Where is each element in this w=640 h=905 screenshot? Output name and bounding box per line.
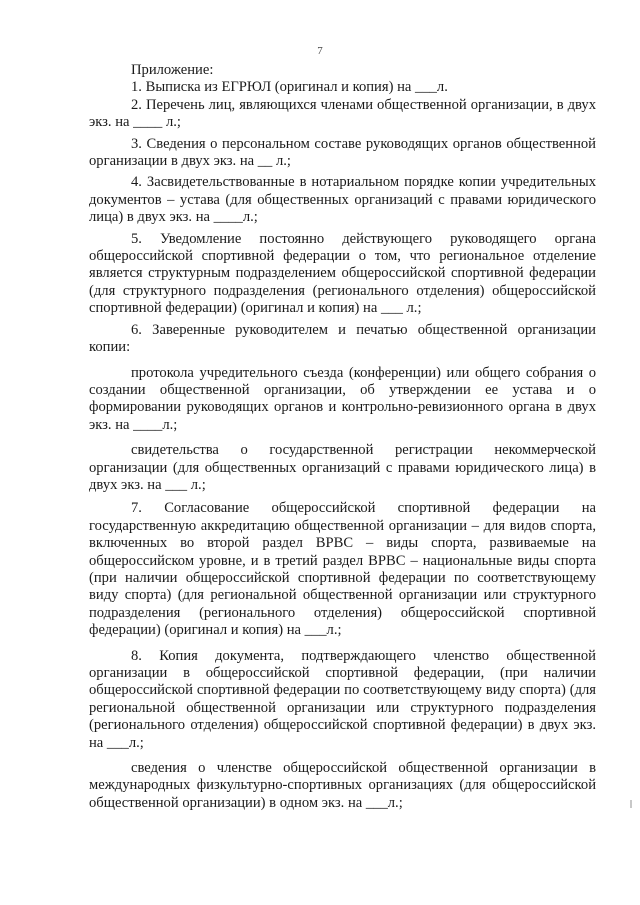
item-3-governing-bodies-info: 3. Сведения о персональном составе руководящих органов общественной организации в двух экз. на __ л.; (89, 135, 596, 170)
item-4-notarized-charter-copies: 4. Засвидетельствованные в нотариальном порядке копии учредительных документов – устава (для общественных организаций с правами юридического лица) в двух экз. на ____л.; (89, 174, 596, 226)
page-number: 7 (317, 45, 323, 57)
item-6-certified-copies: 6. Заверенные руководителем и печатью общественной организации копии: (89, 321, 596, 356)
item-2-members-list: 2. Перечень лиц, являющихся членами общественной организации, в двух экз. на ____ л.; (89, 96, 596, 131)
item-6-registration-certificate: свидетельства о государственной регистрации некоммерческой организации (для общественных организаций с правами юридического лица) в двух экз. на ___ л.; (89, 442, 596, 493)
item-8-international-membership: сведения о членстве общероссийской общественной организации в международных физкультурно-спортивных организациях (для общероссийской общественной организации) в одном экз. на ___л.; (89, 760, 596, 811)
attachments-heading: Приложение: (131, 62, 214, 78)
scan-edge-mark (630, 800, 632, 808)
item-5-federation-notice: 5. Уведомление постоянно действующего руководящего органа общероссийской спортивной федерации о том, что региональное отделение является структурным подразделением общероссийской спортивной федерации (для структурного подразделения (регионального отделения) общероссийской спортивной федерации) (оригинал и копия) на ___ л.; (89, 230, 596, 317)
item-8-membership-document: 8. Копия документа, подтверждающего членство общественной организации в общероссийской спортивной федерации, (при наличии общероссийской спортивной федерации по соответствующему виду спорта) (для региональной общественной организации или структурного подразделения (регионального отделения) общероссийской спортивной федерации) в двух экз. на ___л.; (89, 647, 596, 751)
item-6-founding-protocol: протокола учредительного съезда (конференции) или общего собрания о создании общественной организации, об утверждении ее устава и о формировании руководящих органов и контрольно-ревизионного органа в двух экз. на ____л.; (89, 364, 596, 433)
item-7-federation-approval: 7. Согласование общероссийской спортивной федерации на государственную аккредитацию общественной организации – для видов спорта, включенных во второй раздел ВРВС – виды спорта, развиваемые на общероссийском уровне, и в третий раздел ВРВС – национальные виды спорта (при наличии общероссийской спортивной федерации по соответствующему виду спорта) (для региональной общественной организации или структурного подразделения (регионального отделения) общероссийской спортивной федерации) (оригинал и копия) на ___л.; (89, 500, 596, 639)
attachments-list (89, 62, 596, 812)
item-1-egrul-extract: 1. Выписка из ЕГРЮЛ (оригинал и копия) на ___л. (131, 79, 448, 96)
